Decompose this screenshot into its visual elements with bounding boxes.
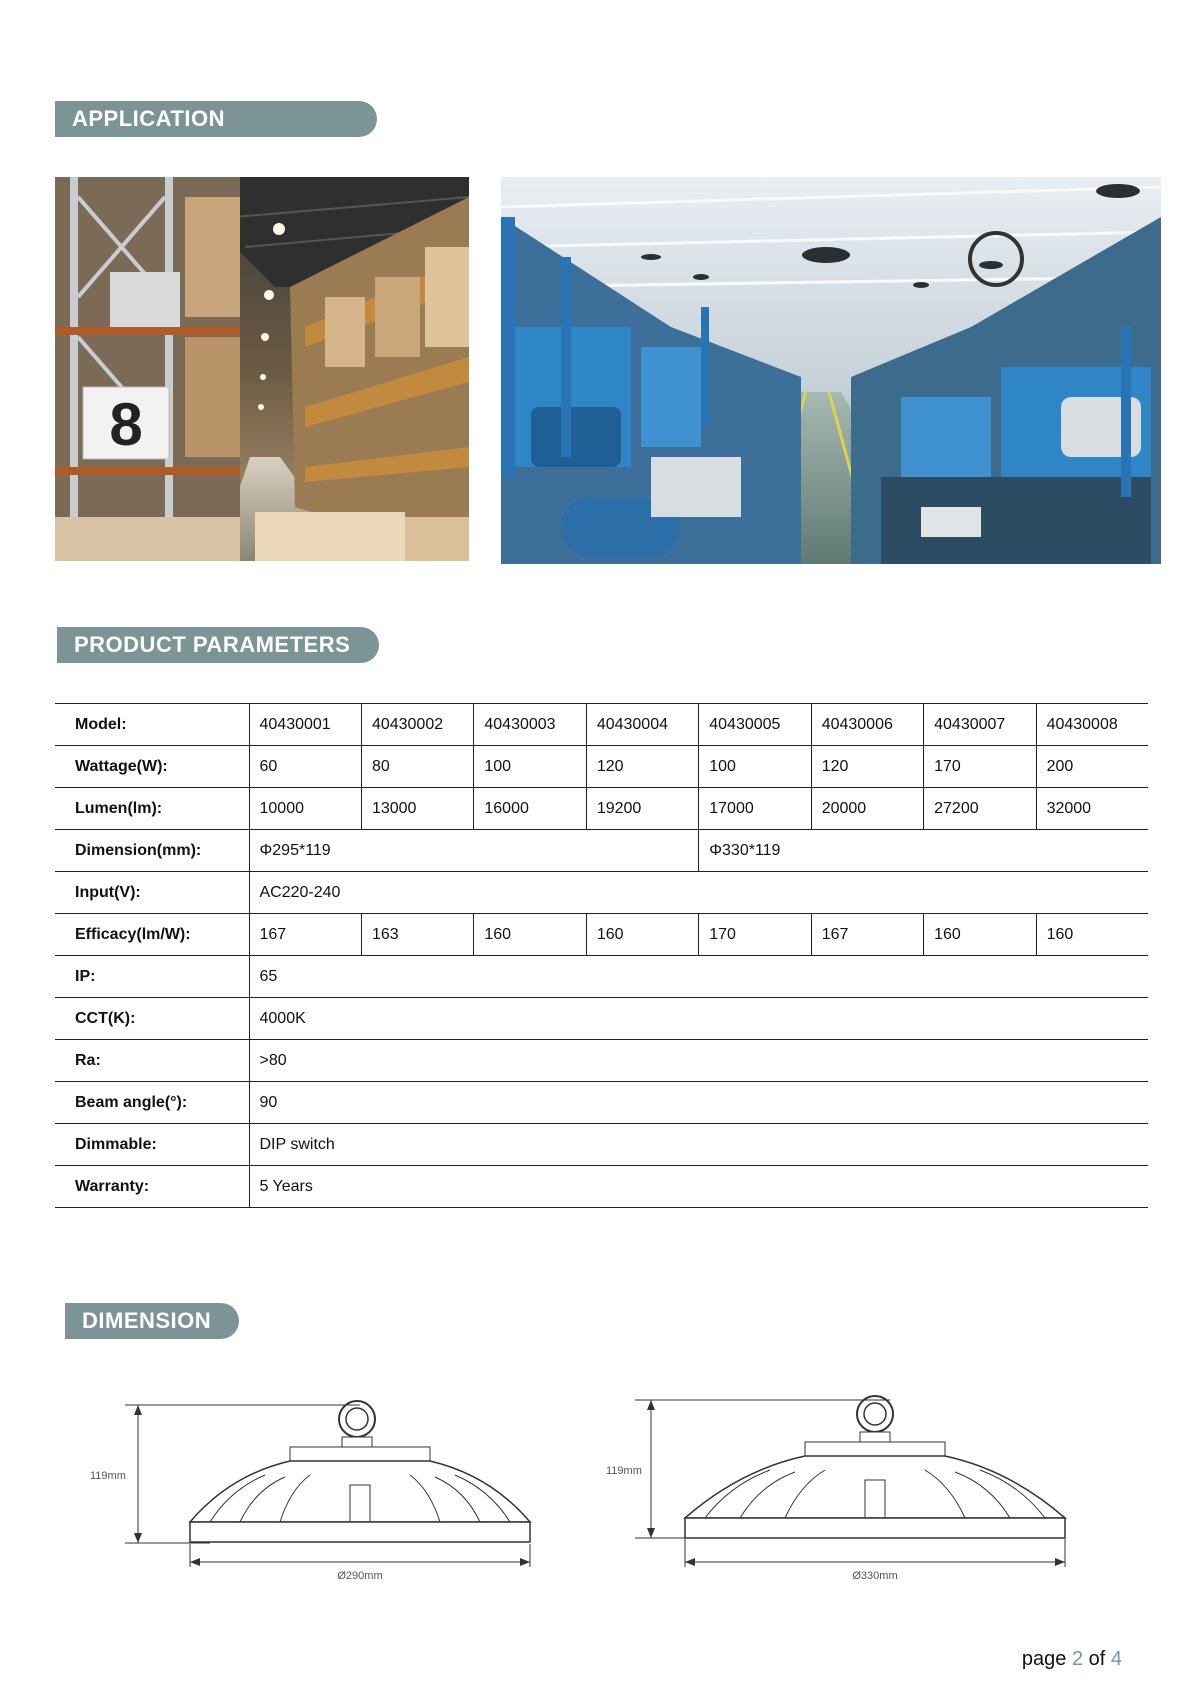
row-label-lumen: Lumen(lm): [55, 788, 249, 830]
table-cell: 170 [699, 914, 811, 956]
table-cell: DIP switch [249, 1124, 1148, 1166]
row-label-ra: Ra: [55, 1040, 249, 1082]
table-cell: 120 [811, 746, 923, 788]
table-cell: 27200 [924, 788, 1036, 830]
row-label-cct: CCT(K): [55, 998, 249, 1040]
table-cell: 40430006 [811, 704, 923, 746]
table-cell: 160 [586, 914, 698, 956]
table-cell: 40430002 [361, 704, 473, 746]
diameter-label: Ø330mm [852, 1570, 898, 1582]
table-row-dimmable [55, 1124, 1148, 1166]
height-label: 119mm [606, 1465, 642, 1477]
table-cell: 160 [474, 914, 586, 956]
row-label-dimension: Dimension(mm): [55, 830, 249, 872]
table-cell: 17000 [699, 788, 811, 830]
table-cell: >80 [249, 1040, 1148, 1082]
table-cell: 40430001 [249, 704, 361, 746]
table-cell: 10000 [249, 788, 361, 830]
table-row-warranty [55, 1166, 1148, 1208]
table-cell: 20000 [811, 788, 923, 830]
table-cell: 160 [1036, 914, 1148, 956]
page-total: 4 [1110, 1648, 1122, 1670]
row-label-model: Model: [55, 704, 249, 746]
section-header-dimension: DIMENSION [65, 1303, 239, 1339]
dimension-drawing-290 [80, 1395, 550, 1595]
table-cell: 40430004 [586, 704, 698, 746]
table-cell: 65 [249, 956, 1148, 998]
table-cell: AC220-240 [249, 872, 1148, 914]
table-cell: 100 [474, 746, 586, 788]
factory-photo [501, 177, 1161, 564]
table-cell: 60 [249, 746, 361, 788]
table-cell: 40430005 [699, 704, 811, 746]
row-label-ip: IP: [55, 956, 249, 998]
row-label-wattage: Wattage(W): [55, 746, 249, 788]
table-row-input [55, 872, 1148, 914]
row-label-efficacy: Efficacy(lm/W): [55, 914, 249, 956]
table-cell: 120 [586, 746, 698, 788]
table-cell: 90 [249, 1082, 1148, 1124]
section-header-application: APPLICATION [55, 101, 377, 137]
table-cell: 170 [924, 746, 1036, 788]
aisle-number-sign: 8 [109, 391, 143, 458]
page-current: 2 [1071, 1648, 1084, 1670]
table-cell: 19200 [586, 788, 698, 830]
table-row-wattage [55, 746, 1148, 788]
table-row-ip [55, 956, 1148, 998]
table-cell: Φ295*119 [249, 830, 699, 872]
table-cell: 13000 [361, 788, 473, 830]
table-row-beam-angle [55, 1082, 1148, 1124]
table-cell: 80 [361, 746, 473, 788]
page-number [1022, 1648, 1122, 1671]
table-cell: 167 [811, 914, 923, 956]
height-label: 119mm [90, 1470, 126, 1482]
page-of: of [1088, 1648, 1106, 1670]
row-label-input: Input(V): [55, 872, 249, 914]
row-label-dimmable: Dimmable: [55, 1124, 249, 1166]
page-prefix: page [1021, 1648, 1067, 1670]
table-cell: Φ330*119 [699, 830, 1148, 872]
table-row-ra [55, 1040, 1148, 1082]
row-label-warranty: Warranty: [55, 1166, 249, 1208]
product-parameters-table [55, 703, 1148, 1208]
table-cell: 167 [249, 914, 361, 956]
table-cell: 4000K [249, 998, 1148, 1040]
table-cell: 163 [361, 914, 473, 956]
section-header-product-parameters: PRODUCT PARAMETERS [57, 627, 379, 663]
table-row-efficacy [55, 914, 1148, 956]
table-row-lumen [55, 788, 1148, 830]
table-cell: 40430003 [474, 704, 586, 746]
warehouse-photo [55, 177, 469, 561]
diameter-label: Ø290mm [337, 1570, 383, 1582]
table-cell: 40430008 [1036, 704, 1148, 746]
table-cell: 5 Years [249, 1166, 1148, 1208]
table-cell: 40430007 [924, 704, 1036, 746]
table-row-dimension [55, 830, 1148, 872]
dimension-drawing-330 [600, 1390, 1100, 1595]
table-cell: 16000 [474, 788, 586, 830]
table-cell: 200 [1036, 746, 1148, 788]
row-label-beam-angle: Beam angle(°): [55, 1082, 249, 1124]
table-row-model [55, 704, 1148, 746]
table-cell: 100 [699, 746, 811, 788]
table-cell: 160 [924, 914, 1036, 956]
table-cell: 32000 [1036, 788, 1148, 830]
table-row-cct [55, 998, 1148, 1040]
